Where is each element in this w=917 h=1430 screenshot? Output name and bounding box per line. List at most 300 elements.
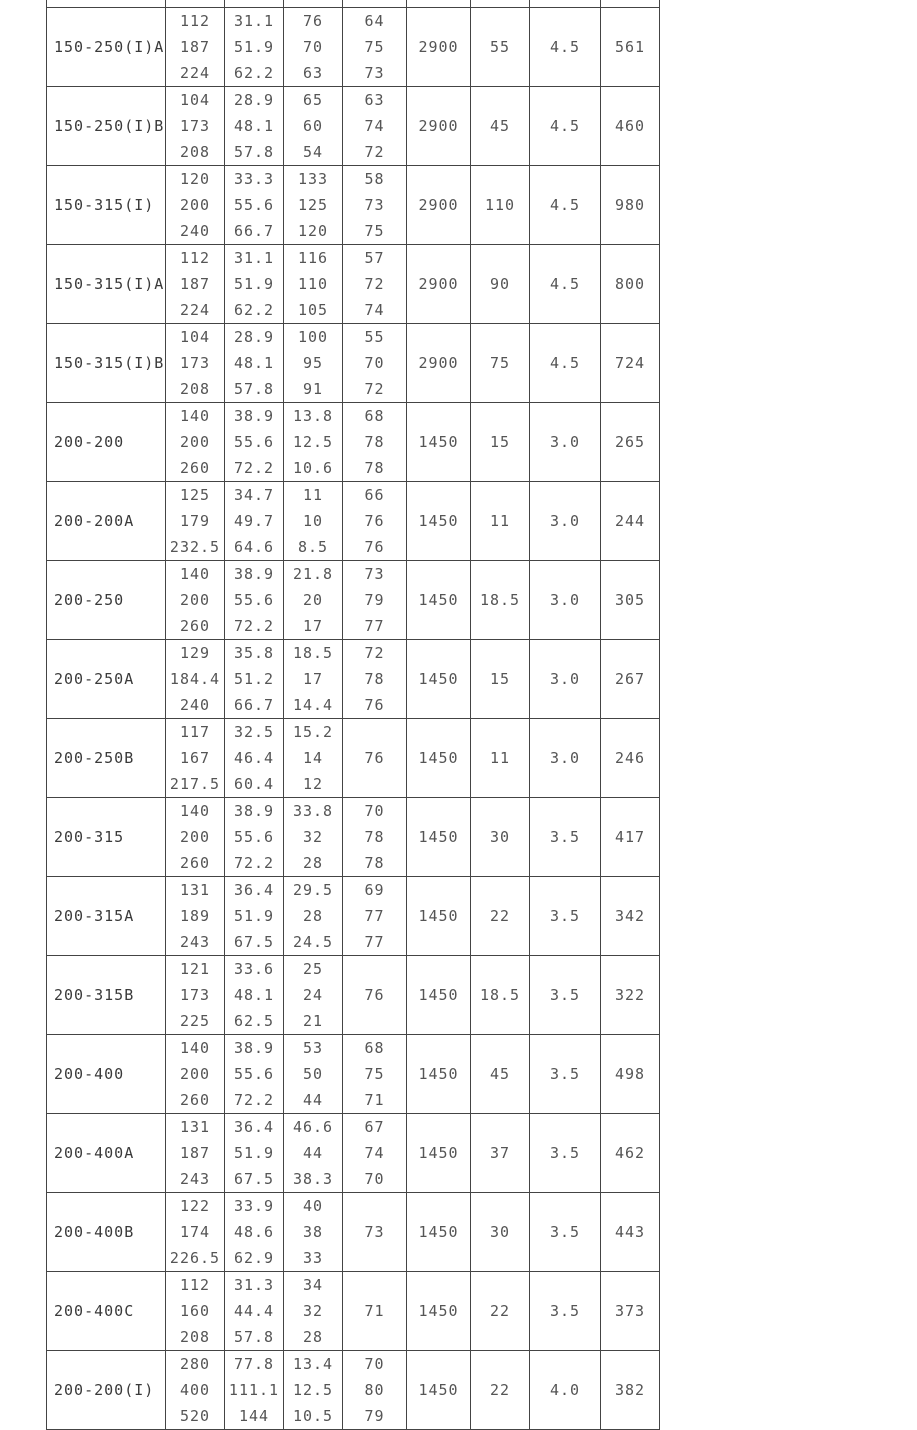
- npsh-cell: 4.5: [530, 166, 601, 245]
- efficiency-cell-value: [343, 1193, 406, 1219]
- efficiency-cell-value: 78: [364, 433, 385, 451]
- flow-ls-cell: [225, 1193, 284, 1272]
- efficiency-cell: [343, 1351, 407, 1430]
- flow-ls-cell-value: 46.4: [233, 749, 275, 767]
- model-cell: 200-200(I): [47, 1351, 166, 1430]
- flow-ls-cell-value: 77.8: [233, 1355, 275, 1373]
- head-cell-value: [284, 0, 342, 7]
- flow-m3h-cell-value: 208: [179, 1328, 211, 1346]
- flow-m3h-cell-value: 187: [179, 38, 211, 56]
- flow-m3h-cell-value: 121: [179, 960, 211, 978]
- flow-m3h-cell: [166, 1193, 225, 1272]
- flow-m3h-cell-value: 260: [179, 1091, 211, 1109]
- model-cell: 150-250(I)A: [47, 8, 166, 87]
- flow-m3h-cell: [166, 798, 225, 877]
- flow-ls-cell: [225, 956, 284, 1035]
- speed-cell: 1450: [407, 403, 471, 482]
- efficiency-cell: [343, 798, 407, 877]
- flow-m3h-cell-value: 243: [179, 933, 211, 951]
- table-row: [47, 1193, 660, 1272]
- flow-ls-cell-value: 67.5: [233, 1170, 275, 1188]
- model-cell: 200-400A: [47, 1114, 166, 1193]
- head-cell-value: 15.2: [292, 723, 334, 741]
- npsh-cell: 3.0: [530, 640, 601, 719]
- efficiency-cell-value: 80: [364, 1381, 385, 1399]
- head-cell-value: 28: [302, 907, 324, 925]
- speed-cell: 2900: [407, 324, 471, 403]
- npsh-cell: 3.0: [530, 403, 601, 482]
- speed-cell: 1450: [407, 640, 471, 719]
- efficiency-cell-value: 77: [364, 617, 385, 635]
- flow-m3h-cell-value: 208: [179, 380, 211, 398]
- head-cell: [284, 1272, 343, 1351]
- flow-ls-cell-value: 51.9: [233, 907, 275, 925]
- head-cell-value: 12.5: [292, 433, 334, 451]
- flow-ls-cell-value: [225, 0, 283, 7]
- head-cell-value: 70: [302, 38, 324, 56]
- flow-m3h-cell-value: 260: [179, 459, 211, 477]
- flow-m3h-cell: [166, 403, 225, 482]
- table-row: [47, 1114, 660, 1193]
- flow-ls-cell-value: 35.8: [233, 644, 275, 662]
- efficiency-cell-value: [343, 1324, 406, 1350]
- flow-m3h-cell-value: 122: [179, 1197, 211, 1215]
- head-cell-value: 12: [302, 775, 324, 793]
- weight-cell: 498: [601, 1035, 660, 1114]
- head-cell-value: 44: [302, 1091, 324, 1109]
- speed-cell: 2900: [407, 166, 471, 245]
- flow-m3h-cell-value: 225: [179, 1012, 211, 1030]
- npsh-cell: 3.5: [530, 798, 601, 877]
- flow-m3h-cell-value: 173: [179, 117, 211, 135]
- flow-ls-cell-value: 36.4: [233, 881, 275, 899]
- speed-cell: 1450: [407, 561, 471, 640]
- flow-ls-cell-value: 31.1: [233, 249, 275, 267]
- power-cell: 110: [471, 166, 530, 245]
- efficiency-cell-value: 74: [364, 301, 385, 319]
- head-cell-value: 125: [297, 196, 329, 214]
- flow-m3h-cell-value: 140: [179, 407, 211, 425]
- speed-cell: 2900: [407, 245, 471, 324]
- head-cell-value: 18.5: [292, 644, 334, 662]
- head-cell-value: 46.6: [292, 1118, 334, 1136]
- efficiency-cell-value: 76: [364, 512, 385, 530]
- power-cell: [471, 0, 530, 8]
- npsh-cell: 3.0: [530, 482, 601, 561]
- efficiency-cell-value: 75: [364, 38, 385, 56]
- flow-ls-cell-value: 28.9: [233, 328, 275, 346]
- flow-m3h-cell-value: 187: [179, 275, 211, 293]
- table-body: [47, 0, 660, 1430]
- head-cell-value: 11: [302, 486, 324, 504]
- efficiency-cell-value: 57: [364, 249, 385, 267]
- speed-cell: 1450: [407, 719, 471, 798]
- flow-ls-cell-value: 31.3: [233, 1276, 275, 1294]
- head-cell: [284, 1035, 343, 1114]
- efficiency-cell-value: 78: [364, 828, 385, 846]
- speed-cell: 2900: [407, 87, 471, 166]
- speed-cell: 2900: [407, 8, 471, 87]
- flow-ls-cell-value: 72.2: [233, 459, 275, 477]
- efficiency-cell: [343, 719, 407, 798]
- flow-ls-cell-value: 33.3: [233, 170, 275, 188]
- power-cell: 15: [471, 403, 530, 482]
- flow-m3h-cell-value: 120: [179, 170, 211, 188]
- head-cell-value: 29.5: [292, 881, 334, 899]
- speed-cell: 1450: [407, 482, 471, 561]
- efficiency-cell-value: 79: [364, 591, 385, 609]
- power-cell: 18.5: [471, 561, 530, 640]
- speed-cell: [407, 0, 471, 8]
- head-cell: [284, 798, 343, 877]
- flow-m3h-cell-value: 160: [179, 1302, 211, 1320]
- weight-cell: 462: [601, 1114, 660, 1193]
- speed-cell: 1450: [407, 1193, 471, 1272]
- flow-m3h-cell-value: 520: [179, 1407, 211, 1425]
- flow-m3h-cell-value: 117: [179, 723, 211, 741]
- flow-ls-cell-value: 31.1: [233, 12, 275, 30]
- speed-cell: 1450: [407, 877, 471, 956]
- npsh-cell: 3.5: [530, 1193, 601, 1272]
- efficiency-cell-value: 70: [364, 1355, 385, 1373]
- head-cell-value: 133: [297, 170, 329, 188]
- npsh-cell: 3.5: [530, 956, 601, 1035]
- flow-ls-cell: [225, 877, 284, 956]
- table-row: [47, 87, 660, 166]
- power-cell: 37: [471, 1114, 530, 1193]
- table-row: [47, 0, 660, 8]
- efficiency-cell: [343, 640, 407, 719]
- power-cell: 90: [471, 245, 530, 324]
- efficiency-cell: [343, 1035, 407, 1114]
- speed-cell: 1450: [407, 1035, 471, 1114]
- head-cell-value: 91: [302, 380, 324, 398]
- weight-cell: 800: [601, 245, 660, 324]
- head-cell-value: 33: [302, 1249, 324, 1267]
- flow-ls-cell-value: 38.9: [233, 565, 275, 583]
- efficiency-cell-value: 73: [364, 196, 385, 214]
- flow-ls-cell-value: 51.9: [233, 1144, 275, 1162]
- flow-m3h-cell-value: 232.5: [169, 538, 221, 556]
- flow-m3h-cell-value: 174: [179, 1223, 211, 1241]
- head-cell: [284, 1193, 343, 1272]
- flow-m3h-cell-value: 208: [179, 143, 211, 161]
- head-cell-value: 14: [302, 749, 324, 767]
- head-cell-value: 13.4: [292, 1355, 334, 1373]
- flow-m3h-cell-value: 200: [179, 828, 211, 846]
- flow-ls-cell-value: 48.1: [233, 986, 275, 1004]
- weight-cell: 382: [601, 1351, 660, 1430]
- flow-ls-cell-value: 32.5: [233, 723, 275, 741]
- flow-m3h-cell-value: 140: [179, 1039, 211, 1057]
- flow-ls-cell-value: 51.9: [233, 38, 275, 56]
- head-cell: [284, 561, 343, 640]
- table-row: [47, 8, 660, 87]
- weight-cell: 980: [601, 166, 660, 245]
- head-cell-value: 44: [302, 1144, 324, 1162]
- head-cell-value: 28: [302, 854, 324, 872]
- model-cell: 150-250(I)B: [47, 87, 166, 166]
- flow-ls-cell: [225, 1272, 284, 1351]
- efficiency-cell-value: 79: [364, 1407, 385, 1425]
- efficiency-cell-value: [343, 0, 406, 7]
- flow-ls-cell-value: 62.2: [233, 301, 275, 319]
- weight-cell: 561: [601, 8, 660, 87]
- flow-ls-cell: [225, 719, 284, 798]
- efficiency-cell-value: 75: [364, 1065, 385, 1083]
- flow-m3h-cell-value: 260: [179, 854, 211, 872]
- head-cell-value: 33.8: [292, 802, 334, 820]
- efficiency-cell-value: 78: [364, 670, 385, 688]
- flow-m3h-cell-value: 140: [179, 565, 211, 583]
- efficiency-cell: [343, 8, 407, 87]
- efficiency-cell-value: 71: [364, 1091, 385, 1109]
- flow-m3h-cell-value: 200: [179, 196, 211, 214]
- flow-ls-cell-value: 38.9: [233, 407, 275, 425]
- efficiency-cell: [343, 561, 407, 640]
- table-row: [47, 1351, 660, 1430]
- flow-ls-cell-value: 55.6: [233, 828, 275, 846]
- flow-m3h-cell: [166, 0, 225, 8]
- weight-cell: 267: [601, 640, 660, 719]
- efficiency-cell-value: 77: [364, 907, 385, 925]
- model-cell: 200-400: [47, 1035, 166, 1114]
- flow-ls-cell-value: 55.6: [233, 591, 275, 609]
- efficiency-cell: [343, 245, 407, 324]
- npsh-cell: 3.5: [530, 877, 601, 956]
- flow-ls-cell-value: 72.2: [233, 617, 275, 635]
- head-cell: [284, 8, 343, 87]
- head-cell-value: 40: [302, 1197, 324, 1215]
- flow-m3h-cell-value: 200: [179, 591, 211, 609]
- flow-m3h-cell-value: 173: [179, 354, 211, 372]
- flow-m3h-cell: [166, 1035, 225, 1114]
- head-cell-value: 12.5: [292, 1381, 334, 1399]
- flow-m3h-cell: [166, 956, 225, 1035]
- efficiency-cell-value: 76: [364, 986, 385, 1004]
- head-cell: [284, 877, 343, 956]
- flow-ls-cell: [225, 8, 284, 87]
- efficiency-cell-value: 74: [364, 1144, 385, 1162]
- flow-m3h-cell-value: 131: [179, 1118, 211, 1136]
- table-row: [47, 719, 660, 798]
- table-row: [47, 877, 660, 956]
- head-cell-value: 21.8: [292, 565, 334, 583]
- model-cell: 200-250A: [47, 640, 166, 719]
- table-row: [47, 640, 660, 719]
- efficiency-cell-value: 70: [364, 1170, 385, 1188]
- flow-ls-cell-value: 72.2: [233, 854, 275, 872]
- flow-m3h-cell-value: 200: [179, 433, 211, 451]
- head-cell-value: 20: [302, 591, 324, 609]
- flow-ls-cell-value: 48.1: [233, 354, 275, 372]
- head-cell-value: 10: [302, 512, 324, 530]
- flow-m3h-cell-value: 131: [179, 881, 211, 899]
- head-cell: [284, 1114, 343, 1193]
- flow-m3h-cell: [166, 324, 225, 403]
- flow-m3h-cell-value: 260: [179, 617, 211, 635]
- efficiency-cell-value: 68: [364, 1039, 385, 1057]
- flow-ls-cell-value: 51.9: [233, 275, 275, 293]
- efficiency-cell-value: 71: [364, 1302, 385, 1320]
- speed-cell: 1450: [407, 798, 471, 877]
- weight-cell: 417: [601, 798, 660, 877]
- head-cell-value: 65: [302, 91, 324, 109]
- efficiency-cell-value: 78: [364, 459, 385, 477]
- flow-m3h-cell-value: 112: [179, 249, 211, 267]
- power-cell: 30: [471, 1193, 530, 1272]
- npsh-cell: 3.0: [530, 561, 601, 640]
- npsh-cell: 3.5: [530, 1114, 601, 1193]
- weight-cell: 724: [601, 324, 660, 403]
- weight-cell: [601, 0, 660, 8]
- model-cell: 200-200: [47, 403, 166, 482]
- efficiency-cell-value: 70: [364, 354, 385, 372]
- head-cell-value: 50: [302, 1065, 324, 1083]
- flow-m3h-cell: [166, 1114, 225, 1193]
- efficiency-cell: [343, 1114, 407, 1193]
- efficiency-cell: [343, 1272, 407, 1351]
- flow-ls-cell-value: 36.4: [233, 1118, 275, 1136]
- power-cell: 22: [471, 877, 530, 956]
- model-cell: 200-400C: [47, 1272, 166, 1351]
- flow-ls-cell-value: 67.5: [233, 933, 275, 951]
- model-cell: 150-315(I): [47, 166, 166, 245]
- flow-ls-cell: [225, 1351, 284, 1430]
- flow-ls-cell: [225, 640, 284, 719]
- model-cell: 200-200A: [47, 482, 166, 561]
- flow-ls-cell-value: 28.9: [233, 91, 275, 109]
- weight-cell: 373: [601, 1272, 660, 1351]
- head-cell-value: 32: [302, 828, 324, 846]
- efficiency-cell: [343, 877, 407, 956]
- efficiency-cell: [343, 166, 407, 245]
- efficiency-cell-value: 73: [364, 565, 385, 583]
- head-cell-value: 8.5: [297, 538, 329, 556]
- power-cell: 75: [471, 324, 530, 403]
- flow-ls-cell-value: 33.6: [233, 960, 275, 978]
- efficiency-cell-value: [343, 719, 406, 745]
- flow-ls-cell-value: 55.6: [233, 196, 275, 214]
- speed-cell: 1450: [407, 956, 471, 1035]
- table-row: [47, 1035, 660, 1114]
- flow-m3h-cell-value: 179: [179, 512, 211, 530]
- flow-ls-cell-value: 48.6: [233, 1223, 275, 1241]
- npsh-cell: 4.5: [530, 8, 601, 87]
- npsh-cell: 4.0: [530, 1351, 601, 1430]
- efficiency-cell-value: 70: [364, 802, 385, 820]
- head-cell: [284, 245, 343, 324]
- flow-m3h-cell-value: 224: [179, 64, 211, 82]
- flow-m3h-cell-value: 167: [179, 749, 211, 767]
- flow-ls-cell-value: 48.1: [233, 117, 275, 135]
- power-cell: 11: [471, 482, 530, 561]
- flow-ls-cell: [225, 482, 284, 561]
- head-cell-value: 17: [302, 670, 324, 688]
- head-cell-value: 54: [302, 143, 324, 161]
- flow-m3h-cell-value: 173: [179, 986, 211, 1004]
- speed-cell: 1450: [407, 1272, 471, 1351]
- flow-m3h-cell-value: 125: [179, 486, 211, 504]
- head-cell: [284, 0, 343, 8]
- head-cell-value: 63: [302, 64, 324, 82]
- efficiency-cell-value: 75: [364, 222, 385, 240]
- flow-ls-cell-value: 62.9: [233, 1249, 275, 1267]
- speed-cell: 1450: [407, 1114, 471, 1193]
- head-cell-value: 100: [297, 328, 329, 346]
- efficiency-cell-value: 76: [364, 696, 385, 714]
- efficiency-cell-value: 72: [364, 275, 385, 293]
- efficiency-cell-value: 73: [364, 1223, 385, 1241]
- efficiency-cell-value: 74: [364, 117, 385, 135]
- model-cell: [47, 0, 166, 8]
- flow-ls-cell-value: 38.9: [233, 802, 275, 820]
- flow-m3h-cell-value: 184.4: [169, 670, 221, 688]
- head-cell-value: 24.5: [292, 933, 334, 951]
- flow-ls-cell: [225, 1035, 284, 1114]
- efficiency-cell: [343, 482, 407, 561]
- npsh-cell: 3.5: [530, 1035, 601, 1114]
- flow-ls-cell-value: 33.9: [233, 1197, 275, 1215]
- flow-m3h-cell: [166, 8, 225, 87]
- table-row: [47, 1272, 660, 1351]
- efficiency-cell-value: [343, 1272, 406, 1298]
- weight-cell: 265: [601, 403, 660, 482]
- efficiency-cell-value: 66: [364, 486, 385, 504]
- flow-m3h-cell: [166, 166, 225, 245]
- head-cell-value: 21: [302, 1012, 324, 1030]
- flow-ls-cell-value: 62.2: [233, 64, 275, 82]
- flow-m3h-cell-value: 224: [179, 301, 211, 319]
- flow-m3h-cell: [166, 1351, 225, 1430]
- flow-ls-cell-value: 49.7: [233, 512, 275, 530]
- npsh-cell: 4.5: [530, 87, 601, 166]
- model-cell: 200-250: [47, 561, 166, 640]
- efficiency-cell-value: 76: [364, 538, 385, 556]
- flow-ls-cell: [225, 0, 284, 8]
- flow-ls-cell-value: 111.1: [228, 1381, 280, 1399]
- efficiency-cell-value: 78: [364, 854, 385, 872]
- head-cell-value: 116: [297, 249, 329, 267]
- head-cell-value: 95: [302, 354, 324, 372]
- head-cell-value: 38.3: [292, 1170, 334, 1188]
- table-row: [47, 166, 660, 245]
- head-cell-value: 110: [297, 275, 329, 293]
- flow-ls-cell-value: 38.9: [233, 1039, 275, 1057]
- npsh-cell: 3.0: [530, 719, 601, 798]
- flow-m3h-cell: [166, 245, 225, 324]
- head-cell: [284, 640, 343, 719]
- flow-m3h-cell: [166, 87, 225, 166]
- head-cell: [284, 87, 343, 166]
- flow-m3h-cell-value: 280: [179, 1355, 211, 1373]
- efficiency-cell-value: [343, 956, 406, 982]
- flow-m3h-cell-value: 200: [179, 1065, 211, 1083]
- flow-ls-cell-value: 57.8: [233, 143, 275, 161]
- flow-ls-cell-value: 57.8: [233, 380, 275, 398]
- speed-cell: 1450: [407, 1351, 471, 1430]
- flow-m3h-cell-value: 189: [179, 907, 211, 925]
- power-cell: 30: [471, 798, 530, 877]
- efficiency-cell: [343, 324, 407, 403]
- efficiency-cell: [343, 403, 407, 482]
- flow-m3h-cell-value: 217.5: [169, 775, 221, 793]
- table-row: [47, 403, 660, 482]
- power-cell: 11: [471, 719, 530, 798]
- efficiency-cell-value: 72: [364, 380, 385, 398]
- model-cell: 150-315(I)A: [47, 245, 166, 324]
- npsh-cell: 4.5: [530, 324, 601, 403]
